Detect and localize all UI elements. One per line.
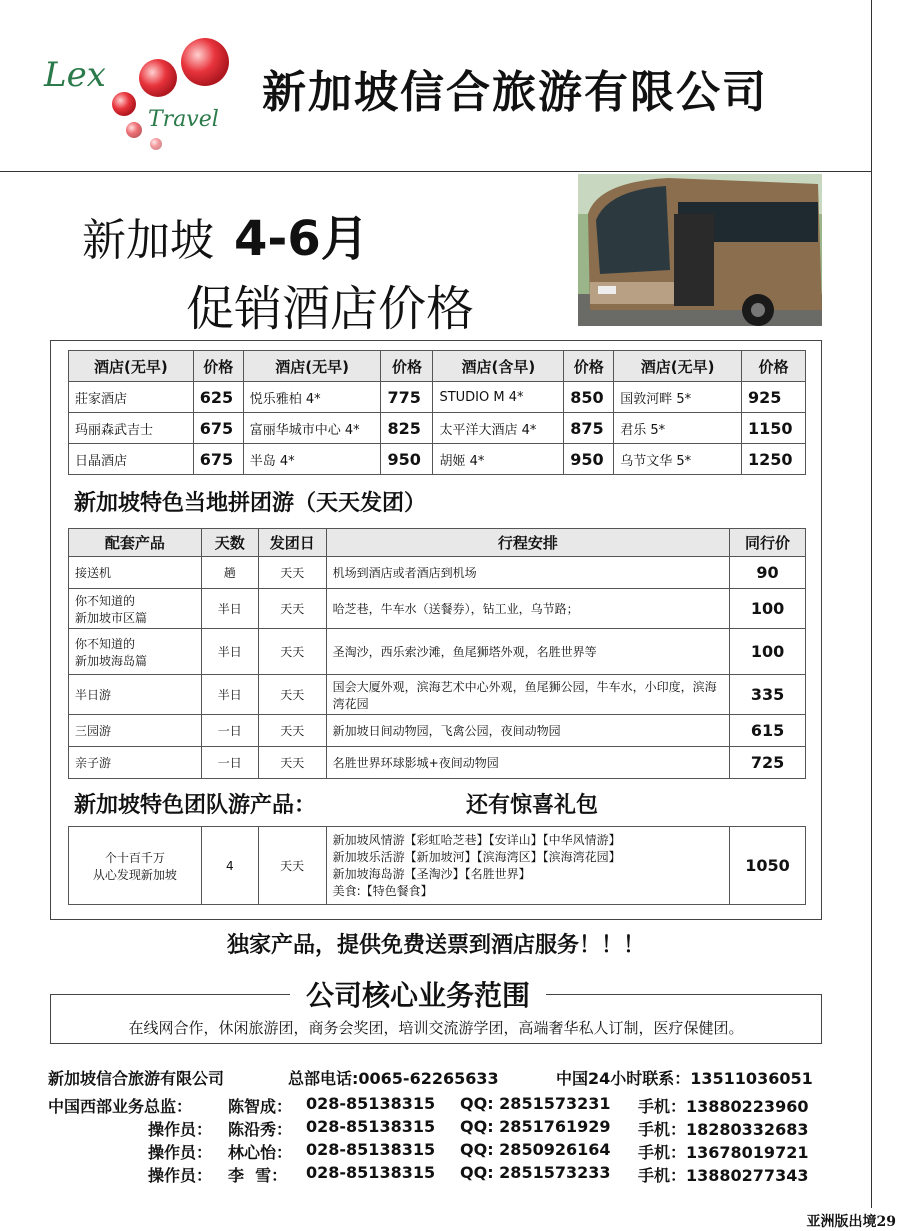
team-price: 1050	[729, 827, 805, 905]
hotel-name: 日晶酒店	[69, 444, 194, 475]
bus-photo	[578, 174, 822, 326]
tour-days: 半日	[201, 589, 258, 629]
contact-name: 林心怡：	[228, 1143, 293, 1162]
team-tour-table	[68, 826, 806, 905]
table-row	[69, 675, 806, 715]
tour-itinerary: 新加坡日间动物园，飞禽公园，夜间动物园	[326, 715, 729, 747]
tour-days: 一日	[201, 715, 258, 747]
local-tour-table	[68, 528, 806, 779]
hotel-price: 675	[193, 444, 243, 475]
promo-subtitle: 促销酒店价格	[186, 281, 475, 337]
hotel-name: 玛丽森武吉士	[69, 413, 194, 444]
hotel-name: STUDIO M 4*	[433, 382, 564, 413]
tour-departure: 天天	[258, 589, 326, 629]
tour-product: 接送机	[69, 557, 202, 589]
hotel-price: 950	[564, 444, 614, 475]
company-title: 新加坡信合旅游有限公司	[262, 67, 768, 118]
hotel-name: 半岛 4*	[243, 444, 381, 475]
tour-header-cell: 天数	[201, 529, 258, 557]
hotel-header-row	[69, 351, 806, 382]
contact-hq-phone: 总部电话:0065-62265633	[288, 1069, 499, 1088]
tour-header-cell: 发团日	[258, 529, 326, 557]
tour-price: 90	[730, 557, 806, 589]
hotel-header-cell: 价格	[381, 351, 433, 382]
tour-product: 你不知道的 新加坡市区篇	[69, 589, 202, 629]
hotel-name: 富丽华城市中心 4*	[243, 413, 381, 444]
contact-mobile: 手机：13880223960	[638, 1097, 809, 1116]
tour-header-row	[69, 529, 806, 557]
hotel-header-cell: 酒店(无早)	[614, 351, 742, 382]
contact-name: 李 雪：	[228, 1166, 288, 1185]
tour-price: 100	[730, 629, 806, 675]
tour-header-cell: 配套产品	[69, 529, 202, 557]
table-row	[69, 557, 806, 589]
table-row	[69, 589, 806, 629]
hotel-price-table	[68, 350, 806, 475]
table-row	[69, 715, 806, 747]
hotel-price: 875	[564, 413, 614, 444]
hotel-name: 莊家酒店	[69, 382, 194, 413]
contact-role: 操作员：	[148, 1143, 213, 1162]
tour-itinerary: 哈芝巷，牛车水（送餐券），钻工业，乌节路；	[326, 589, 729, 629]
tour-product: 你不知道的 新加坡海岛篇	[69, 629, 202, 675]
contact-mobile: 手机：13880277343	[638, 1166, 809, 1185]
contact-role: 操作员：	[148, 1166, 213, 1185]
contact-tel: 028-85138315	[306, 1140, 436, 1159]
tour-itinerary: 机场到酒店或者酒店到机场	[326, 557, 729, 589]
contact-qq: QQ: 2850926164	[460, 1140, 611, 1159]
hotel-price: 775	[381, 382, 433, 413]
hotel-price: 825	[381, 413, 433, 444]
team-departure: 天天	[258, 827, 326, 905]
tour-price: 725	[730, 747, 806, 779]
contact-tel: 028-85138315	[306, 1163, 436, 1182]
table-row	[69, 382, 806, 413]
tour-itinerary: 国会大厦外观，滨海艺术中心外观，鱼尾狮公园，牛车水，小印度，滨海湾花园	[326, 675, 729, 715]
tour-product: 半日游	[69, 675, 202, 715]
team-days: 4	[201, 827, 258, 905]
contact-role: 操作员：	[148, 1120, 213, 1139]
hotel-header-cell: 酒店(无早)	[243, 351, 381, 382]
table-row	[69, 444, 806, 475]
table-row	[69, 413, 806, 444]
contact-tel: 028-85138315	[306, 1094, 436, 1113]
tour-departure: 天天	[258, 715, 326, 747]
tour-days: 半日	[201, 675, 258, 715]
footer-label: 亚洲版出境	[806, 1214, 877, 1230]
table-row	[69, 827, 806, 905]
core-business-title: 公司核心业务范围	[290, 974, 546, 1014]
tour-departure: 天天	[258, 747, 326, 779]
tour-departure: 天天	[258, 675, 326, 715]
team-product: 个十百千万 从心发现新加坡	[69, 827, 202, 905]
team-tour-title: 新加坡特色团队游产品：	[74, 793, 317, 818]
hotel-header-cell: 价格	[193, 351, 243, 382]
core-business-text: 在线网合作，休闲旅游团，商务会奖团，培训交流游学团，高端奢华私人订制，医疗保健团。	[128, 1019, 744, 1037]
tour-itinerary: 名胜世界环球影城+夜间动物园	[326, 747, 729, 779]
tour-departure: 天天	[258, 629, 326, 675]
local-tour-title: 新加坡特色当地拼团游（天天发团）	[74, 491, 427, 516]
contact-name: 陈沿秀：	[228, 1120, 293, 1139]
tour-price: 335	[730, 675, 806, 715]
hotel-name: 国敦河畔 5*	[614, 382, 742, 413]
tour-price: 100	[730, 589, 806, 629]
hotel-name: 太平洋大酒店 4*	[433, 413, 564, 444]
contact-company: 新加坡信合旅游有限公司	[48, 1069, 225, 1088]
tour-itinerary: 圣淘沙，西乐索沙滩，鱼尾狮塔外观，名胜世界等	[326, 629, 729, 675]
hotel-header-cell: 酒店(无早)	[69, 351, 194, 382]
table-row	[69, 747, 806, 779]
contact-mobile: 手机：13678019721	[638, 1143, 809, 1162]
promo-title	[82, 200, 369, 269]
page-number: 29	[876, 1214, 896, 1230]
contact-qq: QQ: 2851573231	[460, 1094, 611, 1113]
tour-days: 半日	[201, 629, 258, 675]
table-row	[69, 629, 806, 675]
hotel-name: 悦乐雅柏 4*	[243, 382, 381, 413]
tour-header-cell: 同行价	[730, 529, 806, 557]
contact-china-24h: 中国24小时联系：13511036051	[556, 1069, 813, 1088]
team-tour-gift: 还有惊喜礼包	[466, 793, 599, 818]
hotel-name: 胡姬 4*	[433, 444, 564, 475]
contact-tel: 028-85138315	[306, 1117, 436, 1136]
promo-months: 4-6月	[234, 211, 369, 267]
tour-price: 615	[730, 715, 806, 747]
lex-travel-logo	[40, 26, 240, 156]
tour-header-cell: 行程安排	[326, 529, 729, 557]
exclusive-service-text: 独家产品，提供免费送票到酒店服务！！！	[226, 933, 645, 958]
tour-days: 一日	[201, 747, 258, 779]
contact-qq: QQ: 2851573233	[460, 1163, 611, 1182]
hotel-price: 675	[193, 413, 243, 444]
hotel-header-cell: 价格	[741, 351, 805, 382]
hotel-name: 乌节文华 5*	[614, 444, 742, 475]
logo-lex-text: Lex	[44, 55, 106, 95]
tour-departure: 天天	[258, 557, 326, 589]
logo-travel-text: Travel	[148, 107, 219, 132]
contact-name: 陈智成：	[228, 1097, 293, 1116]
page-footer	[807, 1211, 896, 1231]
hotel-price: 1250	[741, 444, 805, 475]
tour-product: 亲子游	[69, 747, 202, 779]
promo-country: 新加坡	[82, 215, 214, 266]
team-itinerary: 新加坡风情游【彩虹哈芝巷】【安详山】【中华风情游】 新加坡乐活游【新加坡河】【滨海湾区】【滨海湾花园】 新加坡海岛游【圣淘沙】【名胜世界】 美食:【特色餐食】	[326, 827, 729, 905]
hotel-price: 950	[381, 444, 433, 475]
contact-qq: QQ: 2851761929	[460, 1117, 611, 1136]
contact-role: 中国西部业务总监：	[48, 1097, 193, 1116]
contact-mobile: 手机：18280332683	[638, 1120, 809, 1139]
tour-days: 趟	[201, 557, 258, 589]
hotel-name: 君乐 5*	[614, 413, 742, 444]
tour-product: 三园游	[69, 715, 202, 747]
hotel-price: 850	[564, 382, 614, 413]
hotel-header-cell: 价格	[564, 351, 614, 382]
hotel-price: 925	[741, 382, 805, 413]
hotel-price: 1150	[741, 413, 805, 444]
hotel-header-cell: 酒店(含早)	[433, 351, 564, 382]
hotel-price: 625	[193, 382, 243, 413]
